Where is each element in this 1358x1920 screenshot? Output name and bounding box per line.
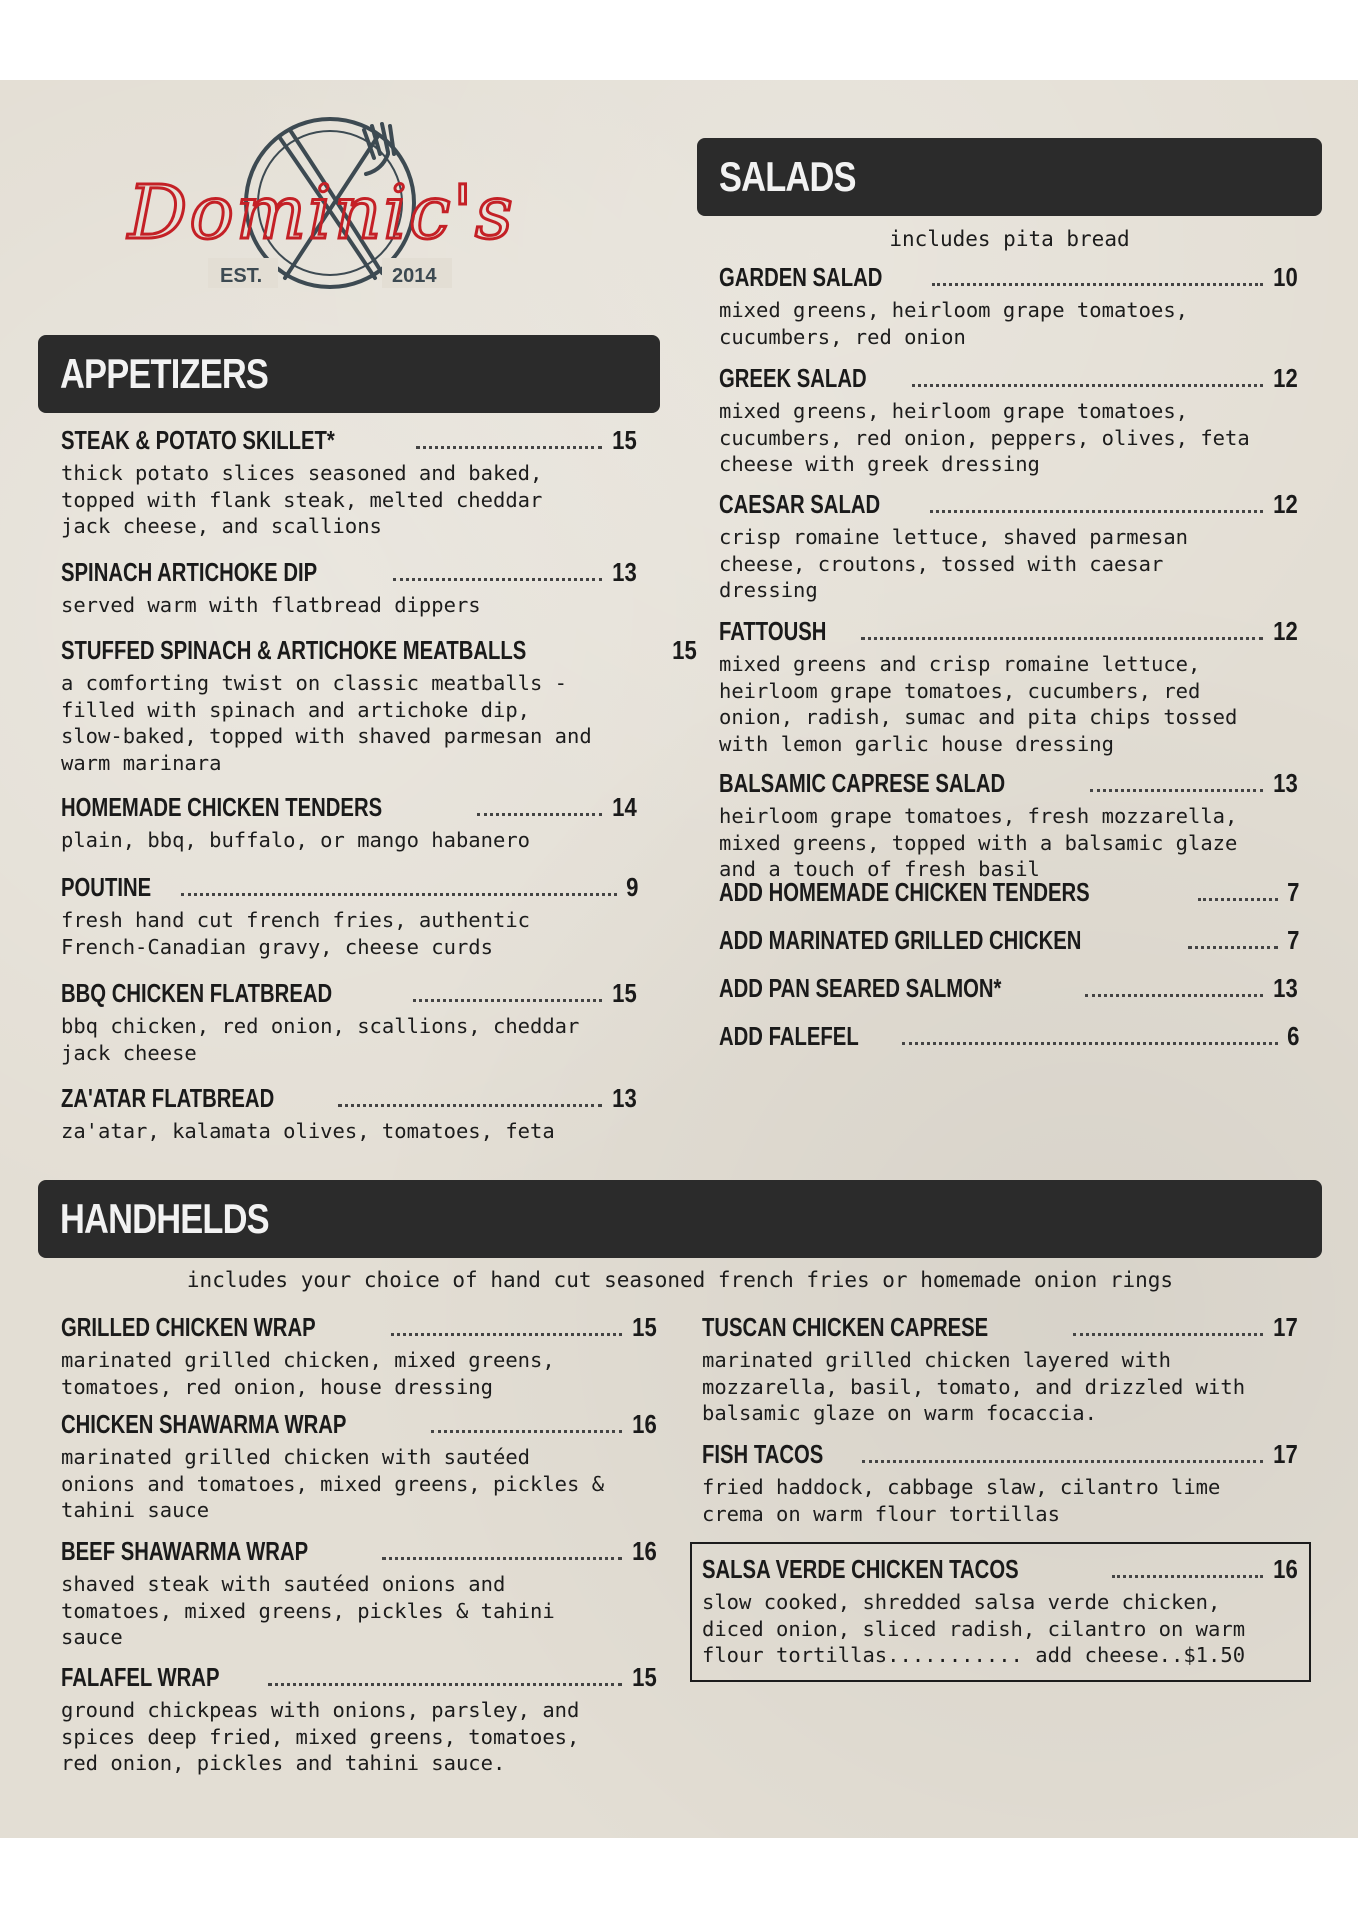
- menu-item-header: [719, 1021, 1300, 1052]
- menu-item-name: ZA'ATAR FLATBREAD: [61, 1083, 275, 1113]
- dot-leader: [181, 893, 617, 896]
- menu-item-description: thick potato slices seasoned and baked, topped with flank steak, melted cheddar jack cheese, and scallions: [61, 461, 543, 538]
- menu-item-price: 12: [1273, 363, 1298, 393]
- menu-item-name: TUSCAN CHICKEN CAPRESE: [702, 1312, 989, 1342]
- menu-item-description: marinated grilled chicken layered with mozzarella, basil, tomato, and drizzled with balsamic glaze on warm focaccia.: [702, 1348, 1246, 1425]
- menu-item: [61, 792, 639, 854]
- dot-leader: [862, 1460, 1264, 1463]
- menu-item-header: [719, 768, 1300, 799]
- menu-item-name: STUFFED SPINACH & ARTICHOKE MEATBALLS: [61, 635, 527, 665]
- logo-year: 2014: [392, 265, 437, 287]
- dot-leader: [861, 637, 1263, 640]
- menu-item-price: 16: [632, 1409, 657, 1439]
- menu-item-header: [719, 616, 1300, 647]
- menu-item-description: fresh hand cut french fries, authentic French-Canadian gravy, cheese curds: [61, 908, 530, 959]
- menu-item: [719, 262, 1300, 350]
- menu-item-description: a comforting twist on classic meatballs - filled with spinach and artichoke dip, slow-baked, topped with shaved parmesan and warm marinara: [61, 671, 592, 775]
- menu-item-name: ADD PAN SEARED SALMON*: [719, 973, 1002, 1003]
- menu-item-header: [61, 1409, 659, 1440]
- menu-item: [61, 1083, 639, 1145]
- handhelds-note: includes your choice of hand cut seasoned french fries or homemade onion rings: [186, 1268, 1174, 1292]
- menu-item-header: [61, 635, 697, 666]
- menu-item-name: BEEF SHAWARMA WRAP: [61, 1536, 309, 1566]
- menu-item-name: SPINACH ARTICHOKE DIP: [61, 557, 318, 587]
- menu-item-name: ADD MARINATED GRILLED CHICKEN: [719, 925, 1082, 955]
- menu-item-price: 6: [1286, 1021, 1299, 1051]
- appetizers-header: [38, 335, 660, 413]
- logo-name: Dominic's: [128, 170, 515, 256]
- menu-item-name: BALSAMIC CAPRESE SALAD: [719, 768, 1006, 798]
- menu-item: [61, 1536, 659, 1651]
- menu-item-price: 7: [1286, 877, 1299, 907]
- dot-leader: [1198, 898, 1277, 901]
- appetizers-title: APPETIZERS: [60, 350, 269, 397]
- menu-item-name: SALSA VERDE CHICKEN TACOS: [702, 1554, 1019, 1584]
- menu-item-price: 16: [1273, 1554, 1298, 1584]
- menu-item-price: 12: [1273, 616, 1298, 646]
- menu-item-name: FALAFEL WRAP: [61, 1662, 220, 1692]
- menu-item-header: [719, 925, 1300, 956]
- menu-item-price: 15: [612, 978, 637, 1008]
- dot-leader: [382, 1557, 622, 1560]
- menu-item: [719, 768, 1300, 883]
- menu-page: [0, 80, 1358, 1838]
- menu-item-description: mixed greens, heirloom grape tomatoes, cucumbers, red onion: [719, 298, 1188, 349]
- menu-item-price: 13: [1273, 768, 1298, 798]
- menu-item: [61, 978, 639, 1066]
- menu-item: [719, 489, 1300, 604]
- dot-leader: [902, 1042, 1277, 1045]
- menu-item-price: 15: [632, 1312, 657, 1342]
- handhelds-header: [38, 1180, 1322, 1258]
- menu-item-name: GRILLED CHICKEN WRAP: [61, 1312, 316, 1342]
- menu-item-header: [61, 1312, 659, 1343]
- salads-title: SALADS: [719, 153, 856, 200]
- menu-item-header: [702, 1312, 1300, 1343]
- handhelds-title: HANDHELDS: [60, 1195, 269, 1242]
- menu-item-description: plain, bbq, buffalo, or mango habanero: [61, 828, 530, 852]
- menu-item: [61, 425, 639, 540]
- menu-item-header: [719, 363, 1300, 394]
- menu-item: [719, 1021, 1300, 1052]
- menu-item: [61, 557, 639, 619]
- menu-item-price: 9: [625, 872, 638, 902]
- dot-leader: [413, 999, 602, 1002]
- menu-item-name: CAESAR SALAD: [719, 489, 881, 519]
- dot-leader: [393, 578, 602, 581]
- menu-item-description: mixed greens, heirloom grape tomatoes, cucumbers, red onion, peppers, olives, feta cheese with greek dressing: [719, 399, 1250, 476]
- menu-item-description: marinated grilled chicken with sautéed onions and tomatoes, mixed greens, pickles & tahini sauce: [61, 1445, 605, 1522]
- menu-item-description: slow cooked, shredded salsa verde chicken, diced onion, sliced radish, cilantro on warm flour tortillas........... add cheese..$1.50: [702, 1590, 1246, 1667]
- menu-item-header: [719, 489, 1300, 520]
- menu-item-header: [61, 425, 639, 456]
- menu-item-price: 12: [1273, 489, 1298, 519]
- restaurant-logo: [120, 108, 540, 298]
- dot-leader: [912, 384, 1263, 387]
- menu-item-price: 17: [1273, 1439, 1298, 1469]
- menu-item: [719, 973, 1300, 1004]
- dot-leader: [391, 1333, 622, 1336]
- menu-item-name: GARDEN SALAD: [719, 262, 883, 292]
- menu-item-description: bbq chicken, red onion, scallions, cheddar jack cheese: [61, 1014, 580, 1065]
- menu-item: [61, 1312, 659, 1400]
- menu-item: [61, 635, 697, 776]
- dot-leader: [477, 813, 602, 816]
- menu-item-description: shaved steak with sautéed onions and tomatoes, mixed greens, pickles & tahini sauce: [61, 1572, 555, 1649]
- dot-leader: [338, 1104, 602, 1107]
- menu-item-name: ADD HOMEMADE CHICKEN TENDERS: [719, 877, 1090, 907]
- menu-item-description: served warm with flatbread dippers: [61, 593, 481, 617]
- dot-leader: [1073, 1333, 1263, 1336]
- menu-item-header: [61, 1662, 659, 1693]
- menu-item-header: [61, 557, 639, 588]
- menu-item-price: 16: [632, 1536, 657, 1566]
- menu-item-header: [61, 1536, 659, 1567]
- menu-item: [61, 872, 639, 960]
- menu-item-price: 15: [612, 425, 637, 455]
- menu-item-price: 17: [1273, 1312, 1298, 1342]
- menu-item-description: mixed greens and crisp romaine lettuce, heirloom grape tomatoes, cucumbers, red onion, radish, sumac and pita chips tossed with lemon garlic house dressing: [719, 652, 1238, 756]
- menu-item-header: [719, 262, 1300, 293]
- menu-item-name: FATTOUSH: [719, 616, 827, 646]
- menu-item-name: STEAK & POTATO SKILLET*: [61, 425, 335, 455]
- menu-item: [702, 1312, 1300, 1427]
- menu-item-header: [702, 1439, 1300, 1470]
- menu-item-price: 13: [612, 557, 637, 587]
- menu-item-description: heirloom grape tomatoes, fresh mozzarella, mixed greens, topped with a balsamic glaze and a touch of fresh basil: [719, 804, 1238, 881]
- menu-item-header: [61, 1083, 639, 1114]
- menu-item: [61, 1409, 659, 1524]
- menu-item: [719, 363, 1300, 478]
- menu-item-price: 14: [612, 792, 637, 822]
- menu-item-name: CHICKEN SHAWARMA WRAP: [61, 1409, 347, 1439]
- menu-item-name: ADD FALEFEL: [719, 1021, 859, 1051]
- menu-item: [719, 616, 1300, 757]
- salads-header: [697, 138, 1322, 216]
- menu-item-price: 10: [1273, 262, 1298, 292]
- menu-item-description: marinated grilled chicken, mixed greens, tomatoes, red onion, house dressing: [61, 1348, 555, 1399]
- menu-item-price: 13: [612, 1083, 637, 1113]
- menu-item-description: za'atar, kalamata olives, tomatoes, feta: [61, 1119, 555, 1143]
- menu-item-header: [61, 872, 639, 903]
- menu-item-price: 15: [671, 635, 697, 665]
- menu-item-name: HOMEMADE CHICKEN TENDERS: [61, 792, 383, 822]
- dot-leader: [930, 510, 1264, 513]
- menu-item-price: 15: [632, 1662, 657, 1692]
- dot-leader: [268, 1683, 622, 1686]
- salads-note: includes pita bread: [889, 227, 1130, 251]
- menu-item-description: ground chickpeas with onions, parsley, and spices deep fried, mixed greens, tomatoes, red onion, pickles and tahini sauce.: [61, 1698, 580, 1775]
- dot-leader: [1188, 946, 1278, 949]
- menu-item-name: BBQ CHICKEN FLATBREAD: [61, 978, 333, 1008]
- menu-item: [719, 877, 1300, 908]
- menu-item-description: crisp romaine lettuce, shaved parmesan cheese, croutons, tossed with caesar dressing: [719, 525, 1188, 602]
- menu-item: [702, 1439, 1300, 1527]
- menu-item: [61, 1662, 659, 1777]
- menu-item-price: 13: [1273, 973, 1298, 1003]
- menu-item-name: POUTINE: [61, 872, 152, 902]
- menu-item-description: fried haddock, cabbage slaw, cilantro lime crema on warm flour tortillas: [702, 1475, 1221, 1526]
- dot-leader: [1085, 994, 1263, 997]
- dot-leader: [932, 283, 1263, 286]
- logo-est: EST.: [220, 265, 263, 287]
- dot-leader: [416, 446, 602, 449]
- menu-item-header: [719, 877, 1300, 908]
- featured-item-box: [690, 1542, 1311, 1682]
- menu-item-name: FISH TACOS: [702, 1439, 824, 1469]
- menu-item-price: 7: [1286, 925, 1299, 955]
- dot-leader: [431, 1430, 622, 1433]
- dot-leader: [1090, 789, 1263, 792]
- menu-item-name: GREEK SALAD: [719, 363, 867, 393]
- menu-item: [719, 925, 1300, 956]
- menu-item-header: [61, 792, 639, 823]
- menu-item-header: [719, 973, 1300, 1004]
- menu-item-header: [61, 978, 639, 1009]
